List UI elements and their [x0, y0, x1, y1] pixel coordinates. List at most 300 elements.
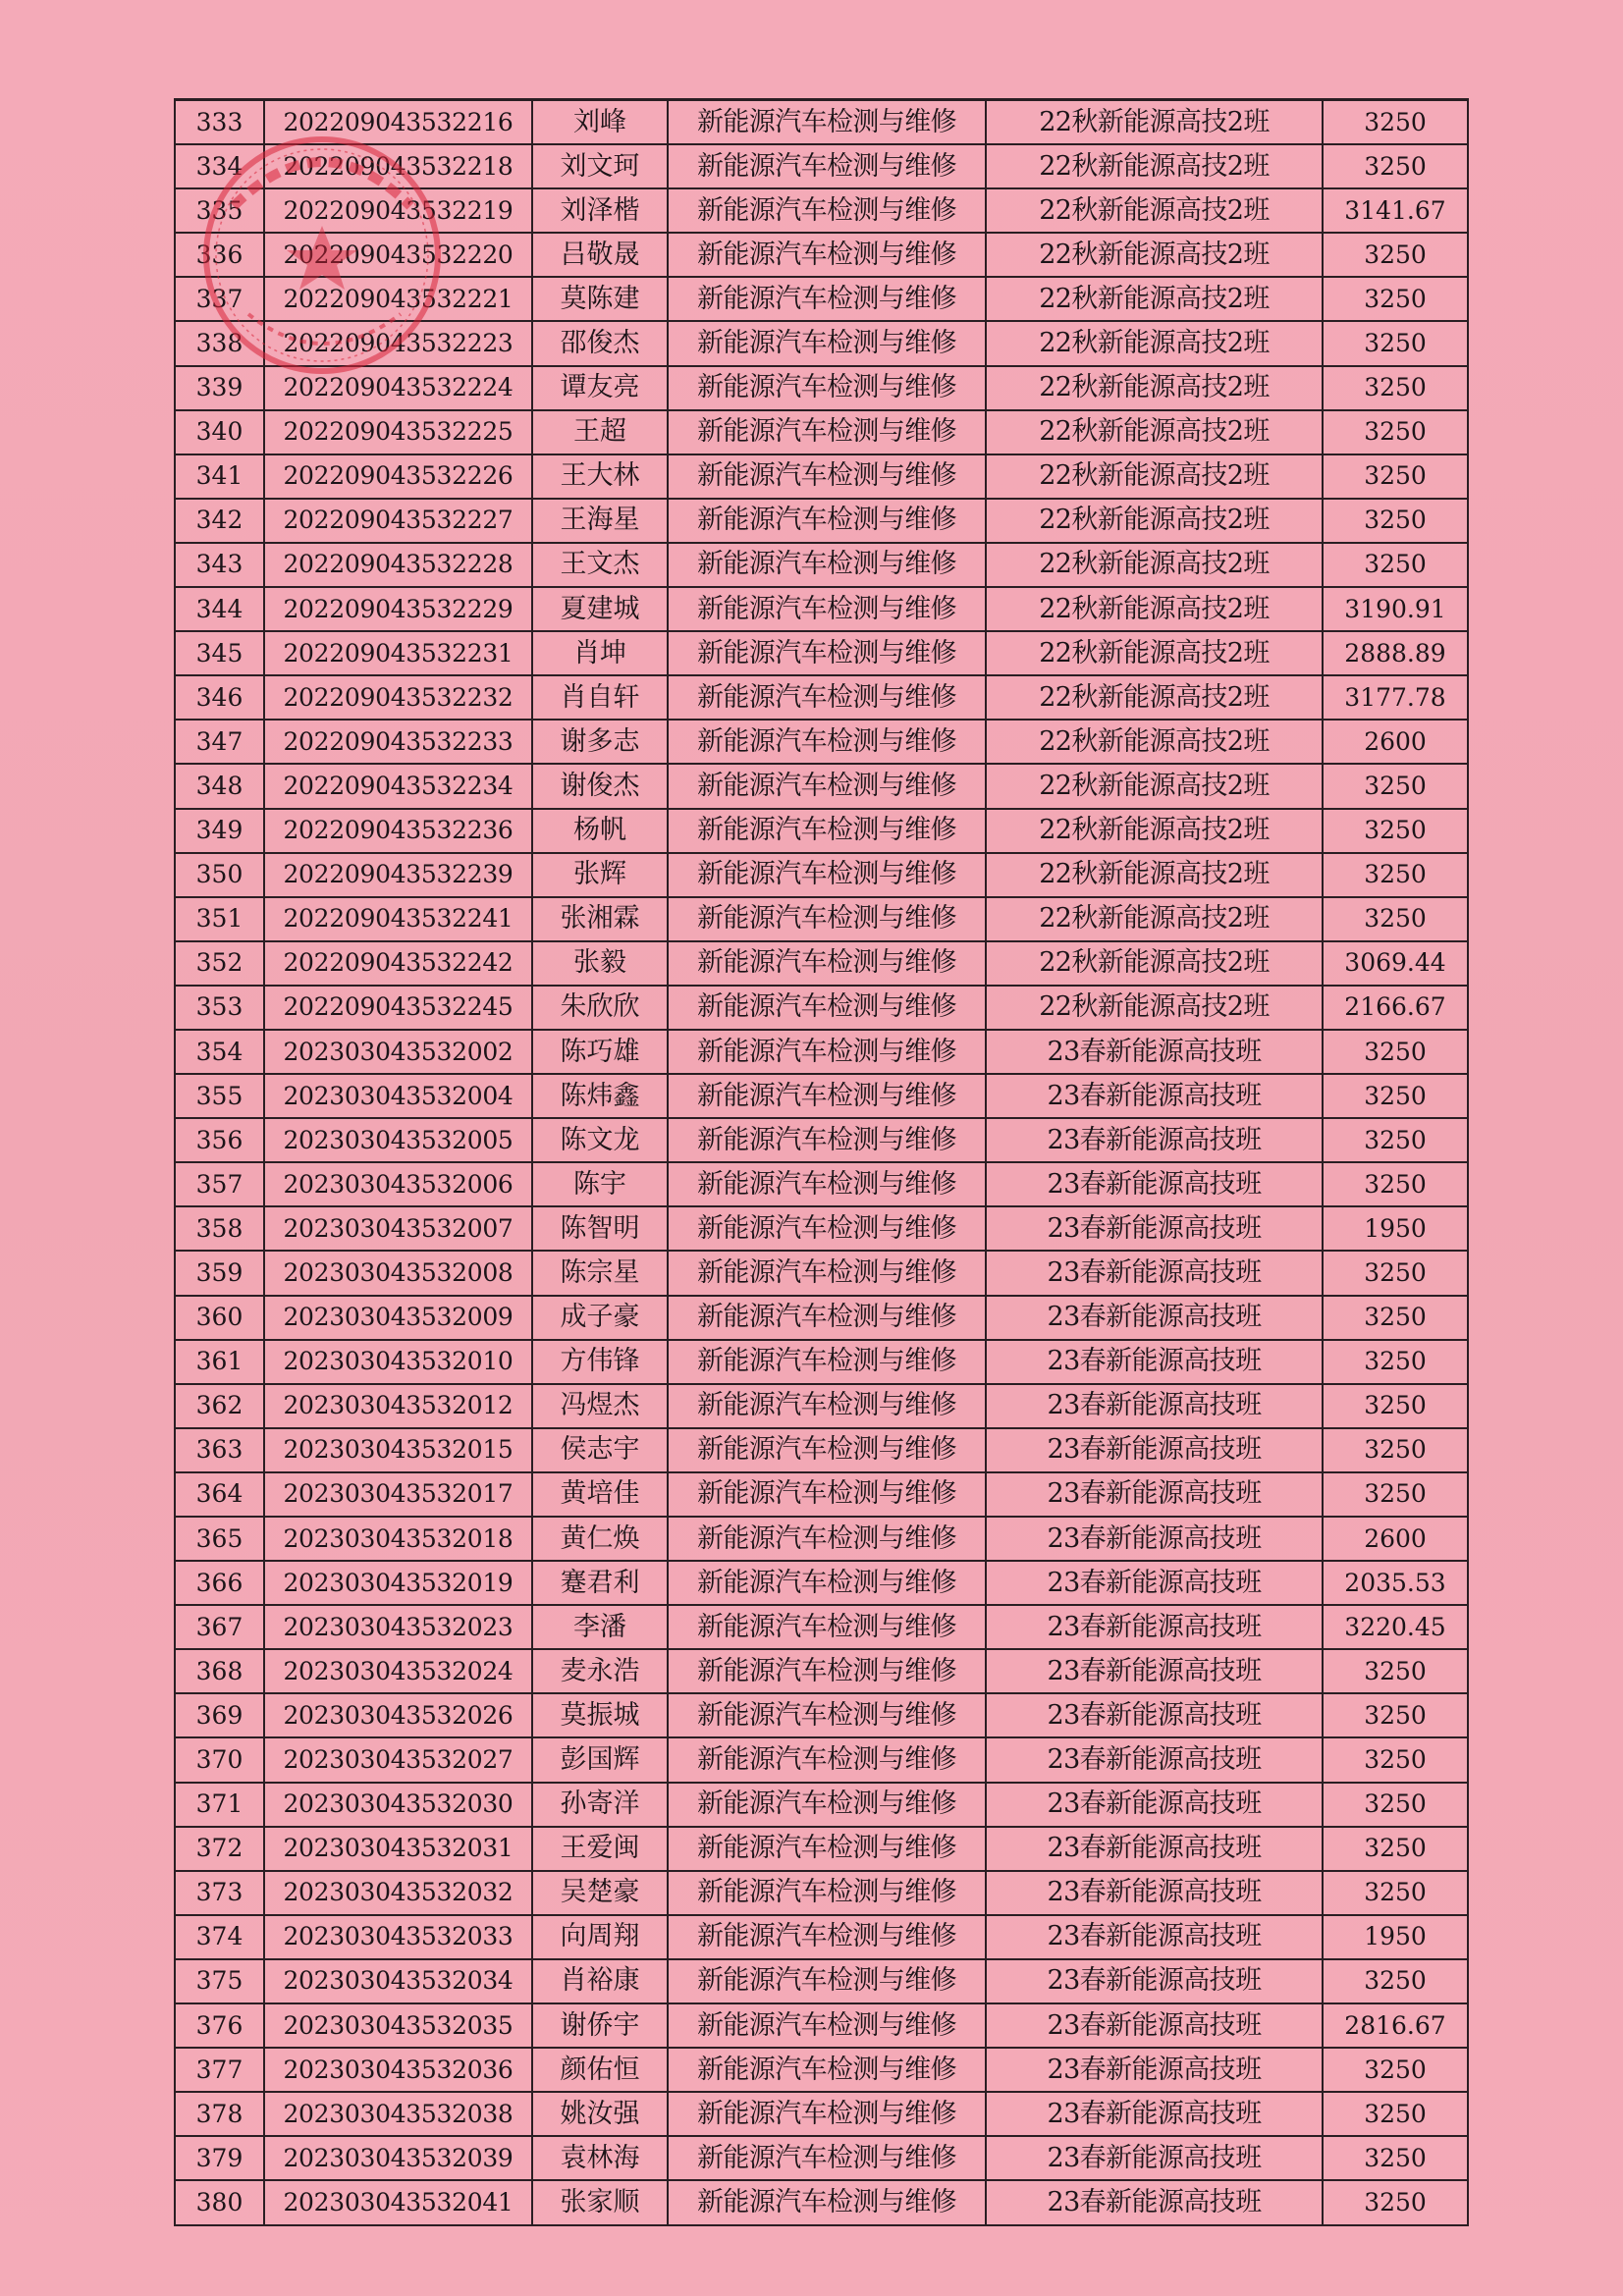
student-name-cell: 张毅: [532, 941, 668, 986]
student-id-cell: 202209043532234: [264, 764, 532, 808]
amount-cell: 3250: [1323, 1251, 1468, 1295]
row-number-cell: 368: [175, 1649, 264, 1693]
table-row: [175, 853, 1468, 897]
class-name-cell: 22秋新能源高技2班: [986, 499, 1323, 543]
student-id-cell: 202209043532225: [264, 410, 532, 454]
amount-cell: 3250: [1323, 2136, 1468, 2180]
amount-cell: 3250: [1323, 1428, 1468, 1472]
amount-cell: 3250: [1323, 1340, 1468, 1384]
table-row: [175, 1206, 1468, 1251]
class-name-cell: 23春新能源高技班: [986, 1959, 1323, 2003]
amount-cell: 3250: [1323, 277, 1468, 321]
student-id-cell: 202303043532008: [264, 1251, 532, 1295]
major-cell: 新能源汽车检测与维修: [668, 2180, 986, 2224]
row-number-cell: 347: [175, 720, 264, 764]
major-cell: 新能源汽车检测与维修: [668, 853, 986, 897]
table-row: [175, 941, 1468, 986]
student-name-cell: 麦永浩: [532, 1649, 668, 1693]
class-name-cell: 22秋新能源高技2班: [986, 764, 1323, 808]
amount-cell: 3250: [1323, 1649, 1468, 1693]
student-id-cell: 202209043532224: [264, 366, 532, 410]
major-cell: 新能源汽车检测与维修: [668, 1472, 986, 1517]
student-name-cell: 谢多志: [532, 720, 668, 764]
amount-cell: 3250: [1323, 1783, 1468, 1827]
table-row: [175, 1783, 1468, 1827]
student-id-cell: 202303043532007: [264, 1206, 532, 1251]
amount-cell: 3250: [1323, 1693, 1468, 1737]
student-id-cell: 202303043532031: [264, 1827, 532, 1871]
amount-cell: 3250: [1323, 853, 1468, 897]
amount-cell: 3250: [1323, 499, 1468, 543]
major-cell: 新能源汽车检测与维修: [668, 454, 986, 499]
student-name-cell: 姚汝强: [532, 2092, 668, 2136]
class-name-cell: 22秋新能源高技2班: [986, 941, 1323, 986]
major-cell: 新能源汽车检测与维修: [668, 2092, 986, 2136]
table-row: [175, 587, 1468, 631]
row-number-cell: 340: [175, 410, 264, 454]
amount-cell: 3250: [1323, 1959, 1468, 2003]
student-name-cell: 肖裕康: [532, 1959, 668, 2003]
student-name-cell: 谢侨宇: [532, 2003, 668, 2048]
row-number-cell: 342: [175, 499, 264, 543]
amount-cell: 3250: [1323, 1296, 1468, 1340]
student-name-cell: 黄培佳: [532, 1472, 668, 1517]
class-name-cell: 23春新能源高技班: [986, 1206, 1323, 1251]
amount-cell: 3250: [1323, 1074, 1468, 1118]
row-number-cell: 333: [175, 100, 264, 145]
class-name-cell: 23春新能源高技班: [986, 1340, 1323, 1384]
amount-cell: 1950: [1323, 1206, 1468, 1251]
amount-cell: 3250: [1323, 144, 1468, 188]
table-row: [175, 188, 1468, 233]
table-row: [175, 543, 1468, 587]
major-cell: 新能源汽车检测与维修: [668, 1783, 986, 1827]
student-name-cell: 吴楚豪: [532, 1871, 668, 1915]
table-row: [175, 1561, 1468, 1605]
class-name-cell: 23春新能源高技班: [986, 1384, 1323, 1428]
row-number-cell: 338: [175, 321, 264, 365]
class-name-cell: 23春新能源高技班: [986, 1162, 1323, 1206]
class-name-cell: 23春新能源高技班: [986, 2136, 1323, 2180]
student-name-cell: 彭国辉: [532, 1737, 668, 1782]
student-id-cell: 202209043532227: [264, 499, 532, 543]
major-cell: 新能源汽车检测与维修: [668, 1296, 986, 1340]
amount-cell: 3250: [1323, 1472, 1468, 1517]
table-row: [175, 100, 1468, 145]
student-id-cell: 202209043532226: [264, 454, 532, 499]
class-name-cell: 23春新能源高技班: [986, 2180, 1323, 2224]
amount-cell: 3220.45: [1323, 1605, 1468, 1649]
amount-cell: 3250: [1323, 764, 1468, 808]
amount-cell: 3141.67: [1323, 188, 1468, 233]
table-row: [175, 1737, 1468, 1782]
major-cell: 新能源汽车检测与维修: [668, 366, 986, 410]
amount-cell: 2035.53: [1323, 1561, 1468, 1605]
student-id-cell: 202303043532036: [264, 2048, 532, 2092]
student-id-cell: 202209043532219: [264, 188, 532, 233]
class-name-cell: 22秋新能源高技2班: [986, 809, 1323, 853]
row-number-cell: 371: [175, 1783, 264, 1827]
roster-table-container: [174, 98, 1455, 2226]
student-name-cell: 冯煜杰: [532, 1384, 668, 1428]
amount-cell: 3250: [1323, 809, 1468, 853]
row-number-cell: 354: [175, 1030, 264, 1074]
class-name-cell: 22秋新能源高技2班: [986, 277, 1323, 321]
major-cell: 新能源汽车检测与维修: [668, 1340, 986, 1384]
amount-cell: 2166.67: [1323, 986, 1468, 1030]
student-name-cell: 袁林海: [532, 2136, 668, 2180]
student-name-cell: 刘泽楷: [532, 188, 668, 233]
major-cell: 新能源汽车检测与维修: [668, 2003, 986, 2048]
major-cell: 新能源汽车检测与维修: [668, 1693, 986, 1737]
major-cell: 新能源汽车检测与维修: [668, 1118, 986, 1162]
major-cell: 新能源汽车检测与维修: [668, 410, 986, 454]
class-name-cell: 23春新能源高技班: [986, 1783, 1323, 1827]
student-name-cell: 莫陈建: [532, 277, 668, 321]
major-cell: 新能源汽车检测与维修: [668, 1915, 986, 1959]
table-row: [175, 764, 1468, 808]
table-row: [175, 1428, 1468, 1472]
student-name-cell: 肖坤: [532, 631, 668, 675]
table-row: [175, 1251, 1468, 1295]
student-id-cell: 202303043532006: [264, 1162, 532, 1206]
table-row: [175, 1340, 1468, 1384]
major-cell: 新能源汽车检测与维修: [668, 986, 986, 1030]
row-number-cell: 357: [175, 1162, 264, 1206]
row-number-cell: 334: [175, 144, 264, 188]
row-number-cell: 341: [175, 454, 264, 499]
amount-cell: 1950: [1323, 1915, 1468, 1959]
row-number-cell: 356: [175, 1118, 264, 1162]
table-row: [175, 1693, 1468, 1737]
row-number-cell: 379: [175, 2136, 264, 2180]
major-cell: 新能源汽车检测与维修: [668, 1206, 986, 1251]
class-name-cell: 23春新能源高技班: [986, 1517, 1323, 1561]
class-name-cell: 22秋新能源高技2班: [986, 144, 1323, 188]
amount-cell: 3250: [1323, 454, 1468, 499]
student-id-cell: 202303043532015: [264, 1428, 532, 1472]
student-name-cell: 向周翔: [532, 1915, 668, 1959]
amount-cell: 3250: [1323, 1384, 1468, 1428]
amount-cell: 3250: [1323, 1871, 1468, 1915]
student-id-cell: 202303043532034: [264, 1959, 532, 2003]
student-id-cell: 202303043532032: [264, 1871, 532, 1915]
student-name-cell: 王文杰: [532, 543, 668, 587]
major-cell: 新能源汽车检测与维修: [668, 1827, 986, 1871]
major-cell: 新能源汽车检测与维修: [668, 631, 986, 675]
amount-cell: 3250: [1323, 366, 1468, 410]
student-id-cell: 202303043532004: [264, 1074, 532, 1118]
student-name-cell: 莫振城: [532, 1693, 668, 1737]
student-id-cell: 202209043532223: [264, 321, 532, 365]
student-id-cell: 202209043532220: [264, 233, 532, 277]
class-name-cell: 23春新能源高技班: [986, 1472, 1323, 1517]
amount-cell: 3250: [1323, 1162, 1468, 1206]
student-name-cell: 张辉: [532, 853, 668, 897]
class-name-cell: 22秋新能源高技2班: [986, 587, 1323, 631]
student-id-cell: 202303043532023: [264, 1605, 532, 1649]
amount-cell: 2600: [1323, 720, 1468, 764]
major-cell: 新能源汽车检测与维修: [668, 1517, 986, 1561]
major-cell: 新能源汽车检测与维修: [668, 1384, 986, 1428]
class-name-cell: 23春新能源高技班: [986, 1737, 1323, 1782]
major-cell: 新能源汽车检测与维修: [668, 1561, 986, 1605]
table-row: [175, 897, 1468, 941]
table-row: [175, 321, 1468, 365]
table-row: [175, 631, 1468, 675]
amount-cell: 3250: [1323, 897, 1468, 941]
student-name-cell: 张湘霖: [532, 897, 668, 941]
row-number-cell: 343: [175, 543, 264, 587]
table-row: [175, 720, 1468, 764]
class-name-cell: 23春新能源高技班: [986, 1118, 1323, 1162]
major-cell: 新能源汽车检测与维修: [668, 764, 986, 808]
student-name-cell: 张家顺: [532, 2180, 668, 2224]
student-id-cell: 202303043532030: [264, 1783, 532, 1827]
amount-cell: 3250: [1323, 1737, 1468, 1782]
major-cell: 新能源汽车检测与维修: [668, 941, 986, 986]
class-name-cell: 22秋新能源高技2班: [986, 454, 1323, 499]
row-number-cell: 348: [175, 764, 264, 808]
major-cell: 新能源汽车检测与维修: [668, 1030, 986, 1074]
major-cell: 新能源汽车检测与维修: [668, 1162, 986, 1206]
student-id-cell: 202303043532039: [264, 2136, 532, 2180]
row-number-cell: 350: [175, 853, 264, 897]
student-name-cell: 王海星: [532, 499, 668, 543]
row-number-cell: 346: [175, 675, 264, 720]
table-row: [175, 1915, 1468, 1959]
table-row: [175, 1649, 1468, 1693]
student-name-cell: 杨帆: [532, 809, 668, 853]
class-name-cell: 22秋新能源高技2班: [986, 410, 1323, 454]
student-name-cell: 陈炜鑫: [532, 1074, 668, 1118]
amount-cell: 3250: [1323, 1030, 1468, 1074]
class-name-cell: 23春新能源高技班: [986, 1693, 1323, 1737]
student-name-cell: 谢俊杰: [532, 764, 668, 808]
roster-table-body: [175, 100, 1468, 2225]
major-cell: 新能源汽车检测与维修: [668, 2136, 986, 2180]
class-name-cell: 22秋新能源高技2班: [986, 675, 1323, 720]
row-number-cell: 352: [175, 941, 264, 986]
class-name-cell: 22秋新能源高技2班: [986, 366, 1323, 410]
class-name-cell: 23春新能源高技班: [986, 1074, 1323, 1118]
row-number-cell: 337: [175, 277, 264, 321]
major-cell: 新能源汽车检测与维修: [668, 720, 986, 764]
student-name-cell: 肖自轩: [532, 675, 668, 720]
student-id-cell: 202209043532229: [264, 587, 532, 631]
amount-cell: 3250: [1323, 2048, 1468, 2092]
student-name-cell: 李潘: [532, 1605, 668, 1649]
row-number-cell: 362: [175, 1384, 264, 1428]
student-id-cell: 202303043532018: [264, 1517, 532, 1561]
row-number-cell: 349: [175, 809, 264, 853]
student-id-cell: 202303043532012: [264, 1384, 532, 1428]
student-id-cell: 202209043532241: [264, 897, 532, 941]
student-name-cell: 颜佑恒: [532, 2048, 668, 2092]
student-name-cell: 孙寄洋: [532, 1783, 668, 1827]
row-number-cell: 358: [175, 1206, 264, 1251]
class-name-cell: 23春新能源高技班: [986, 1561, 1323, 1605]
table-row: [175, 499, 1468, 543]
student-name-cell: 方伟锋: [532, 1340, 668, 1384]
major-cell: 新能源汽车检测与维修: [668, 1959, 986, 2003]
student-id-cell: 202303043532005: [264, 1118, 532, 1162]
class-name-cell: 23春新能源高技班: [986, 1605, 1323, 1649]
major-cell: 新能源汽车检测与维修: [668, 809, 986, 853]
student-id-cell: 202209043532231: [264, 631, 532, 675]
student-name-cell: 陈宗星: [532, 1251, 668, 1295]
row-number-cell: 351: [175, 897, 264, 941]
major-cell: 新能源汽车检测与维修: [668, 1074, 986, 1118]
table-row: [175, 1472, 1468, 1517]
amount-cell: 3250: [1323, 100, 1468, 145]
class-name-cell: 23春新能源高技班: [986, 2003, 1323, 2048]
row-number-cell: 376: [175, 2003, 264, 2048]
table-row: [175, 1296, 1468, 1340]
table-row: [175, 410, 1468, 454]
student-id-cell: 202209043532216: [264, 100, 532, 145]
student-name-cell: 陈巧雄: [532, 1030, 668, 1074]
student-id-cell: 202303043532010: [264, 1340, 532, 1384]
row-number-cell: 375: [175, 1959, 264, 2003]
table-row: [175, 1959, 1468, 2003]
class-name-cell: 23春新能源高技班: [986, 1827, 1323, 1871]
row-number-cell: 370: [175, 1737, 264, 1782]
student-name-cell: 王超: [532, 410, 668, 454]
row-number-cell: 363: [175, 1428, 264, 1472]
class-name-cell: 22秋新能源高技2班: [986, 188, 1323, 233]
major-cell: 新能源汽车检测与维修: [668, 675, 986, 720]
student-id-cell: 202303043532024: [264, 1649, 532, 1693]
class-name-cell: 23春新能源高技班: [986, 1915, 1323, 1959]
table-row: [175, 2092, 1468, 2136]
table-row: [175, 1871, 1468, 1915]
major-cell: 新能源汽车检测与维修: [668, 144, 986, 188]
row-number-cell: 374: [175, 1915, 264, 1959]
amount-cell: 2888.89: [1323, 631, 1468, 675]
table-row: [175, 2180, 1468, 2224]
major-cell: 新能源汽车检测与维修: [668, 897, 986, 941]
table-row: [175, 1827, 1468, 1871]
major-cell: 新能源汽车检测与维修: [668, 321, 986, 365]
row-number-cell: 365: [175, 1517, 264, 1561]
class-name-cell: 22秋新能源高技2班: [986, 100, 1323, 145]
row-number-cell: 372: [175, 1827, 264, 1871]
student-id-cell: 202209043532236: [264, 809, 532, 853]
amount-cell: 3069.44: [1323, 941, 1468, 986]
student-id-cell: 202303043532009: [264, 1296, 532, 1340]
student-id-cell: 202303043532017: [264, 1472, 532, 1517]
table-row: [175, 277, 1468, 321]
major-cell: 新能源汽车检测与维修: [668, 1737, 986, 1782]
student-name-cell: 陈宇: [532, 1162, 668, 1206]
class-name-cell: 23春新能源高技班: [986, 1296, 1323, 1340]
table-row: [175, 1162, 1468, 1206]
student-id-cell: 202303043532038: [264, 2092, 532, 2136]
student-name-cell: 陈文龙: [532, 1118, 668, 1162]
class-name-cell: 22秋新能源高技2班: [986, 897, 1323, 941]
student-name-cell: 蹇君利: [532, 1561, 668, 1605]
row-number-cell: 373: [175, 1871, 264, 1915]
amount-cell: 3250: [1323, 2180, 1468, 2224]
amount-cell: 3250: [1323, 233, 1468, 277]
student-name-cell: 黄仁焕: [532, 1517, 668, 1561]
major-cell: 新能源汽车检测与维修: [668, 1871, 986, 1915]
table-row: [175, 986, 1468, 1030]
student-id-cell: 202303043532033: [264, 1915, 532, 1959]
table-row: [175, 1118, 1468, 1162]
major-cell: 新能源汽车检测与维修: [668, 499, 986, 543]
amount-cell: 2600: [1323, 1517, 1468, 1561]
amount-cell: 3250: [1323, 321, 1468, 365]
table-row: [175, 2048, 1468, 2092]
student-id-cell: 202303043532027: [264, 1737, 532, 1782]
row-number-cell: 378: [175, 2092, 264, 2136]
student-name-cell: 刘峰: [532, 100, 668, 145]
row-number-cell: 380: [175, 2180, 264, 2224]
student-id-cell: 202209043532221: [264, 277, 532, 321]
major-cell: 新能源汽车检测与维修: [668, 1605, 986, 1649]
student-id-cell: 202303043532002: [264, 1030, 532, 1074]
amount-cell: 3250: [1323, 543, 1468, 587]
class-name-cell: 23春新能源高技班: [986, 1428, 1323, 1472]
student-id-cell: 202209043532228: [264, 543, 532, 587]
row-number-cell: 344: [175, 587, 264, 631]
row-number-cell: 366: [175, 1561, 264, 1605]
amount-cell: 3250: [1323, 2092, 1468, 2136]
major-cell: 新能源汽车检测与维修: [668, 543, 986, 587]
amount-cell: 3250: [1323, 410, 1468, 454]
major-cell: 新能源汽车检测与维修: [668, 587, 986, 631]
table-row: [175, 809, 1468, 853]
class-name-cell: 22秋新能源高技2班: [986, 543, 1323, 587]
table-row: [175, 1384, 1468, 1428]
row-number-cell: 369: [175, 1693, 264, 1737]
student-name-cell: 陈智明: [532, 1206, 668, 1251]
major-cell: 新能源汽车检测与维修: [668, 277, 986, 321]
major-cell: 新能源汽车检测与维修: [668, 100, 986, 145]
class-name-cell: 23春新能源高技班: [986, 1030, 1323, 1074]
class-name-cell: 22秋新能源高技2班: [986, 986, 1323, 1030]
student-name-cell: 夏建城: [532, 587, 668, 631]
class-name-cell: 23春新能源高技班: [986, 2048, 1323, 2092]
student-id-cell: 202303043532035: [264, 2003, 532, 2048]
student-name-cell: 吕敬晟: [532, 233, 668, 277]
class-name-cell: 22秋新能源高技2班: [986, 233, 1323, 277]
student-name-cell: 王大林: [532, 454, 668, 499]
major-cell: 新能源汽车检测与维修: [668, 1428, 986, 1472]
class-name-cell: 23春新能源高技班: [986, 1871, 1323, 1915]
student-id-cell: 202209043532218: [264, 144, 532, 188]
student-name-cell: 成子豪: [532, 1296, 668, 1340]
major-cell: 新能源汽车检测与维修: [668, 233, 986, 277]
table-row: [175, 366, 1468, 410]
table-row: [175, 1074, 1468, 1118]
student-id-cell: 202209043532239: [264, 853, 532, 897]
amount-cell: 3177.78: [1323, 675, 1468, 720]
major-cell: 新能源汽车检测与维修: [668, 2048, 986, 2092]
table-row: [175, 454, 1468, 499]
class-name-cell: 23春新能源高技班: [986, 2092, 1323, 2136]
student-name-cell: 朱欣欣: [532, 986, 668, 1030]
class-name-cell: 23春新能源高技班: [986, 1649, 1323, 1693]
student-name-cell: 侯志宇: [532, 1428, 668, 1472]
amount-cell: 2816.67: [1323, 2003, 1468, 2048]
table-row: [175, 2003, 1468, 2048]
student-id-cell: 202209043532245: [264, 986, 532, 1030]
table-row: [175, 2136, 1468, 2180]
student-id-cell: 202209043532242: [264, 941, 532, 986]
